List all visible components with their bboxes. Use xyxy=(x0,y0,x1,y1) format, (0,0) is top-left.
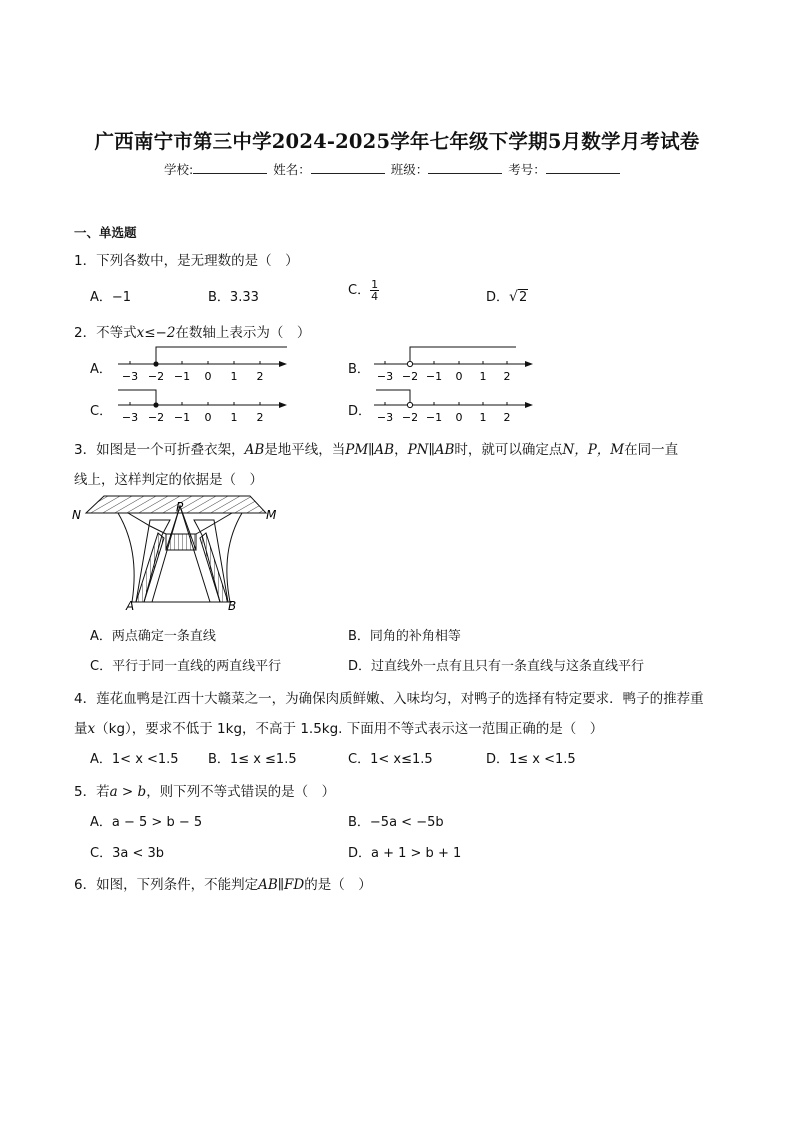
q1-option-d-label: D． xyxy=(486,290,510,305)
svg-text:−1: −1 xyxy=(425,411,443,424)
q1-option-a[interactable]: A．−1 xyxy=(90,290,132,305)
q6-stem-post: 的是（ ） xyxy=(304,877,372,893)
q4-option-d[interactable]: D．1≤ x <1.5 xyxy=(486,752,576,767)
svg-text:2: 2 xyxy=(503,370,511,383)
q3-text-e: ， xyxy=(394,442,408,458)
q3-option-d[interactable]: D．过直线外一点有且只有一条直线与这条直线平行 xyxy=(348,659,645,674)
q5-option-b[interactable]: B．−5a < −5b xyxy=(348,815,444,830)
q2-option-b-label[interactable]: B． xyxy=(348,362,370,377)
number-line-a xyxy=(118,347,287,383)
q6-stem-math: AB∥FD xyxy=(258,877,305,893)
q4-stem-line2 xyxy=(74,717,603,737)
svg-text:2: 2 xyxy=(256,370,264,383)
q2-option-d-label[interactable]: D． xyxy=(348,404,372,419)
q1-stem: 1．下列各数中，是无理数的是（ ） xyxy=(74,253,299,269)
number-line-c xyxy=(118,390,287,424)
page-title: 广西南宁市第三中学2024-2025学年七年级下学期5月数学月考试卷 xyxy=(94,130,700,153)
q3-stem-line1 xyxy=(74,438,678,458)
hollow-dot xyxy=(407,361,412,366)
q3-hanger-figure xyxy=(70,490,290,615)
q4-option-b[interactable]: B．1≤ x ≤1.5 xyxy=(208,752,297,767)
section-heading: 一、单选题 xyxy=(74,225,137,240)
sqrt-icon: √ xyxy=(509,289,518,305)
q3-option-c[interactable]: C．平行于同一直线的两直线平行 xyxy=(90,659,282,674)
q2-number-lines xyxy=(0,0,794,440)
svg-text:−2: −2 xyxy=(147,370,165,383)
svg-text:1: 1 xyxy=(479,370,487,383)
label-b: B xyxy=(228,599,237,613)
q4-text-b: （kg），要求不低于 1kg，不高于 1.5kg. 下面用不等式表示这一范围正确的是（ ） xyxy=(95,721,604,737)
q3-text-g: 时，就可以确定点 xyxy=(454,442,563,458)
q1-fraction-num: 1 xyxy=(371,278,379,291)
svg-text:−1: −1 xyxy=(425,370,443,383)
q6-stem xyxy=(74,873,372,893)
q5-stem xyxy=(74,780,335,800)
svg-text:−1: −1 xyxy=(173,370,191,383)
q5-option-a[interactable]: A．a − 5 > b − 5 xyxy=(90,815,203,830)
label-n: N xyxy=(72,508,81,522)
svg-text:1: 1 xyxy=(479,411,487,424)
svg-text:−3: −3 xyxy=(376,411,394,424)
svg-text:1: 1 xyxy=(230,370,238,383)
q2-stem-math: x≤−2 xyxy=(136,325,176,341)
label-a: A xyxy=(126,599,135,613)
q5-stem-post: ，则下列不等式错误的是（ ） xyxy=(146,784,336,800)
svg-text:0: 0 xyxy=(455,411,463,424)
svg-text:0: 0 xyxy=(455,370,463,383)
q1-option-c-label: C． xyxy=(348,283,371,298)
q3-math-pm: PM∥AB xyxy=(345,442,395,458)
label-p: P xyxy=(176,500,184,514)
svg-text:−3: −3 xyxy=(121,411,139,424)
svg-text:−3: −3 xyxy=(121,370,139,383)
q6-stem-pre: 6．如图，下列条件，不能判定 xyxy=(74,877,259,893)
svg-text:2: 2 xyxy=(256,411,264,424)
class-label: 班级： xyxy=(390,162,429,177)
q2-option-a-label[interactable]: A． xyxy=(90,362,112,377)
svg-text:−2: −2 xyxy=(147,411,165,424)
q4-stem-line1: 4．莲花血鸭是江西十大赣菜之一，为确保肉质鲜嫩、入味均匀，对鸭子的选择有特定要求．鸭子的推荐重 xyxy=(74,691,704,707)
svg-text:0: 0 xyxy=(204,370,212,383)
q5-option-c[interactable]: C．3a < 3b xyxy=(90,846,164,861)
q2-stem-pre: 2．不等式 xyxy=(74,325,137,341)
exam-no-label: 考号： xyxy=(508,162,546,177)
q3-text-c: 是地平线，当 xyxy=(264,442,346,458)
q3-option-a[interactable]: A．两点确定一条直线 xyxy=(90,629,216,644)
number-line-d xyxy=(374,390,533,424)
q5-stem-math: a > b xyxy=(109,784,147,800)
q1-fraction-den: 4 xyxy=(371,290,379,303)
q5-stem-pre: 5．若 xyxy=(74,784,110,800)
svg-text:2: 2 xyxy=(503,411,511,424)
q3-math-pn: PN∥AB xyxy=(407,442,455,458)
q3-stem-line2: 线上，这样判定的依据是（ ） xyxy=(74,472,263,488)
q3-text-a: 3．如图是一个可折叠衣架， xyxy=(74,442,245,458)
svg-text:0: 0 xyxy=(204,411,212,424)
number-line-b xyxy=(374,347,533,383)
svg-text:−2: −2 xyxy=(401,411,419,424)
q3-option-b[interactable]: B．同角的补角相等 xyxy=(348,629,461,644)
q2-stem-post: 在数轴上表示为（ ） xyxy=(175,325,311,341)
q3-text-i: 在同一直 xyxy=(624,442,679,458)
svg-text:−3: −3 xyxy=(376,370,394,383)
q3-math-ab: AB xyxy=(244,442,265,458)
svg-text:−2: −2 xyxy=(401,370,419,383)
q4-math-x: x xyxy=(87,721,96,737)
label-m: M xyxy=(266,508,277,522)
q1-radicand: 2 xyxy=(518,290,528,305)
name-label: 姓名： xyxy=(273,162,311,177)
q2-option-c-label[interactable]: C． xyxy=(90,404,113,419)
svg-text:−1: −1 xyxy=(173,411,191,424)
q3-math-npm: N，P，M xyxy=(562,442,625,458)
svg-text:1: 1 xyxy=(230,411,238,424)
q4-option-a[interactable]: A．1< x <1.5 xyxy=(90,752,179,767)
school-label: 学校: xyxy=(164,162,194,177)
q4-option-c[interactable]: C．1< x≤1.5 xyxy=(348,752,433,767)
q1-option-b[interactable]: B．3.33 xyxy=(208,290,259,305)
q5-option-d[interactable]: D．a + 1 > b + 1 xyxy=(348,846,462,861)
q4-text-a: 量 xyxy=(74,721,88,737)
solid-dot xyxy=(153,361,158,366)
